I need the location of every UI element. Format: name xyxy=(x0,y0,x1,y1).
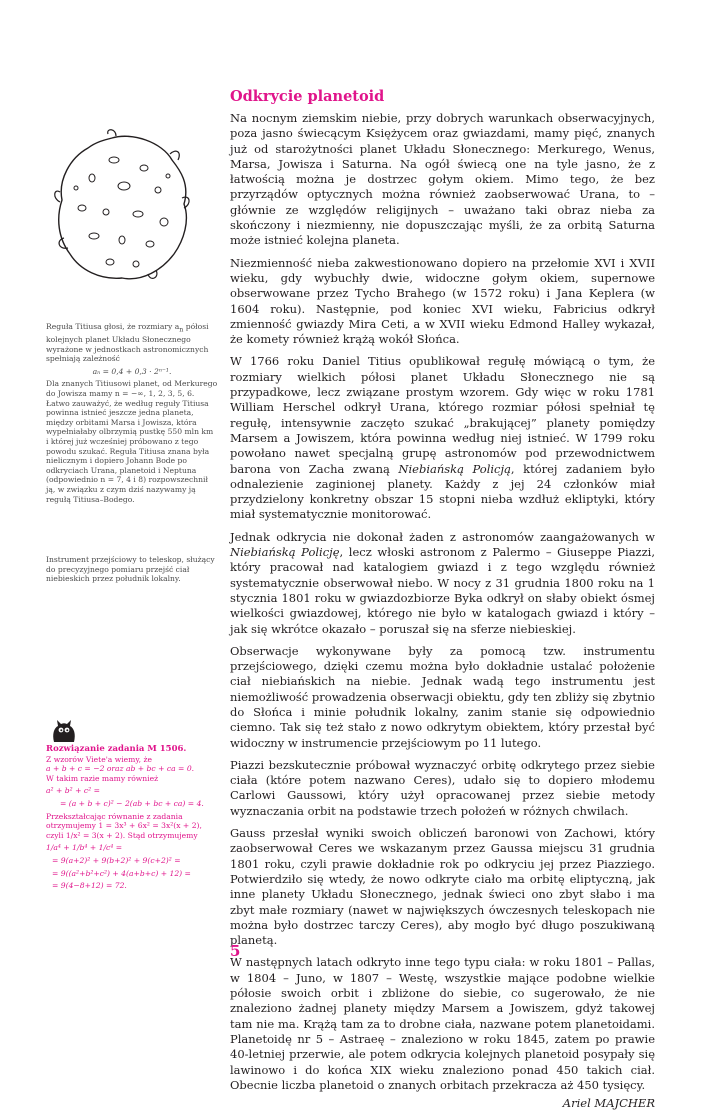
paragraph-3-tail: , której zadaniem było odnalezienie zaginionej planety. Każdy z jej 24 członków miał przydzielony konkretny obszar 15 stopni nieba wzdłuż ekliptyki, który miał systematycznie monitorować. xyxy=(230,461,655,522)
paragraph-8: W następnych latach odkryto inne tego typu ciała: w roku 1801 – Pallas, w 1804 – Juno, w 1807 – Westę, wszystkie mające podobne wielkie półosie swoich orbit i zbliżone do siebie, co sugerowało, że nie znaleziono żadnej planety między Marsem a Jowiszem, gdyż takowej tam nie ma. Krążą tam za to drobne ciała, nazwane potem planetoidami. Planetoidę nr 5 – Astraeę – znaleziono w roku 1845, zatem po prawie 40-letniej przerwie, ale potem odkrycia kolejnych planetoid posypały się lawinowo i do końca XIX wieku znaleziono ponad 450 takich ciał. Obecnie liczba planetoid o znanych orbitach przekracza aż 450 tysięcy. xyxy=(230,955,655,1092)
solution-line-11: = 9(4−8+12) = 72. xyxy=(52,881,127,891)
paragraph-5: Obserwacje wykonywane były za pomocą tzw. instrumentu przejściowego, dzięki czemu można było dokładnie ustalać położenie ciał niebiańskich na niebie. Jednak wadą tego instrumentu jest niemożliwość prowadzenia obserwacji obiektu, gdy ten zbliży się zbytnio do Słońca i minie południk lokalny, zanim stanie się odpowiednio ciemno. Tak się też stało z nowo odkrytym obiektem, który przestał być widoczny w instrumencie przejściowym po 11 lutego. xyxy=(230,643,655,750)
solution-line-7: czyli 1/x² = 3(x + 2). Stąd otrzymujemy xyxy=(46,830,198,840)
paragraph-7: Gauss przesłał wyniki swoich obliczeń baronowi von Zachowi, który zaobserwował Ceres we wskazanym przez Gaussa miejscu 31 grudnia 1801 roku, czyli prawie dokładnie rok po odkryciu jej przez Piazziego. Potwierdziło się wtedy, że nowo odkryte ciało ma orbitę eliptyczną, jak inne planety Układu Słonecznego, jednak świeci ono zbyt słabo i ma zbyt małe rozmiary (nawet w największych ówczesnych teleskopach nie można było dostrzec tarczy Ceres), aby mogło być długo poszukiwaną planetą. xyxy=(230,826,655,948)
sidenote-titius xyxy=(46,322,218,504)
paragraph-3-text: W 1766 roku Daniel Titius opublikował regułę mówiącą o tym, że rozmiary wielkich półosi planet Układu Słonecznego nie są przypadkowe, lecz związane prostym wzorem. Gdy więc w roku 1781 William Herschel odkrył Urana, którego rozmiar półosi spełniał tę regułę, intensywnie zaczęto szukać „brakującej” planety pomiędzy Marsem a Jowiszem, która powinna według niej istnieć. W 1799 roku powołano nawet specjalną grupę astronomów pod przewodnictwem barona von Zacha zwaną xyxy=(230,354,655,476)
paragraph-3-emphasis: Niebiańską Policją xyxy=(398,461,511,476)
sidenote-titius-body: Dla znanych Titiusowi planet, od Merkurego do Jowisza mamy n = −∞, 1, 2, 3, 5, 6. Łatwo zauważyć, że według reguły Titiusa powinna istnieć jeszcze jedna planeta, między orbitami Marsa i Jowisza, która wypełniałaby olbrzymią pustkę 550 mln km i której już wcześniej próbowano z tego powodu szukać. Reguła Titiusa znana była nielicznym i dopiero Johann Bode po odkryciach Urana, planetoid i Neptuna (odpowiednio n = 7, 4 i 8) rozpowszechnił ją, w związku z czym dziś nazywamy ją regułą Titiusa–Bodego. xyxy=(46,379,218,504)
solution-line-3: W takim razie mamy również xyxy=(46,773,159,783)
paragraph-1: Na nocnym ziemskim niebie, przy dobrych warunkach obserwacyjnych, poza jasno świecącym Księżycem oraz gwiazdami, mamy pięć, znanych już od starożytności planet Układu Słonecznego: Merkurego, Wenus, Marsa, Jowisza i Saturna. Na ogół świecą one na tyle jasno, że z łatwością można je dostrzec gołym okiem. Mimo tego, że bez przyrządów optycznych można również zaobserwować Urana, to – głównie ze względów religijnych – uważano taki obraz nieba za skończony i niezmienny, nie dopuszczając myśli, że za orbitą Saturna może istnieć kolejna planeta. xyxy=(230,111,655,248)
sidenote-titius-intro xyxy=(46,322,218,364)
sidenote-instrument xyxy=(46,555,218,584)
paragraph-3 xyxy=(230,354,655,522)
paragraph-4 xyxy=(230,530,655,637)
paragraph-6: Piazzi bezskutecznie próbował wyznaczyć orbitę odkrytego przez siebie ciała (które potem nazwano Ceres), udało się to dopiero młodemu Carlowi Gaussowi, który użył opracowanej przez siebie metody wyznaczania orbit na podstawie trzech położeń w różnych chwilach. xyxy=(230,757,655,818)
sidenote-instrument-text: Instrument przejściowy to teleskop, służący do precyzyjnego pomiaru przejść ciał niebieskich przez południk lokalny. xyxy=(46,555,215,584)
solution-line-6: Przekształcając równanie z zadania otrzymujemy 1 = 3x³ + 6x² = 3x²(x + 2), xyxy=(46,811,202,831)
author-signature: Ariel MAJCHER xyxy=(562,1096,655,1111)
paragraph-2: Niezmienność nieba zakwestionowano dopiero na przełomie XVI i XVII wieku, gdy wybuchły dwie, widoczne gołym okiem, supernowe obserwowane przez Tycho Brahego (w 1572 roku) i Jana Keplera (w 1604 roku). Następnie, pod koniec XVI wieku, Fabricius odkrył zmienność gwiazdy Mira Ceti, a w XVII wieku Edmond Halley wykazał, że komety również krążą wokół Słońca. xyxy=(230,255,655,347)
solution-line-9: = 9(a+2)² + 9(b+2)² + 9(c+2)² = xyxy=(52,855,181,865)
solution-line-1: Z wzorów Viete'a wiemy, że xyxy=(46,754,152,764)
article xyxy=(230,88,655,1111)
solution-box xyxy=(46,745,218,891)
sidenote-titius-subscript: n xyxy=(179,326,184,334)
sidenote-titius-intro-text: Reguła Titiusa głosi, że rozmiary a xyxy=(46,322,180,331)
solution-title: Rozwiązanie zadania M 1506. xyxy=(46,744,187,754)
paragraph-4-text: Jednak odkrycia nie dokonał żaden z astronomów zaangażowanych w xyxy=(230,529,655,544)
titius-formula: aₙ = 0,4 + 0,3 · 2ⁿ⁻¹. xyxy=(92,366,172,376)
article-title: Odkrycie planetoid xyxy=(230,88,385,105)
paragraph-4-tail: , lecz włoski astronom z Palermo – Giuseppe Piazzi, który pracował nad katalogiem gwiazd i z tego względu również systematycznie obserwował niebo. W nocy z 31 grudnia 1800 roku na 1 stycznia 1801 roku w gwiazdozbiorze Byka odkrył on słaby obiekt ósmej wielkości gwiazdowej, którego nie było w katalogach gwiazd i który – jak się wkrótce okazało – poruszał się na sferze niebieskiej. xyxy=(230,545,656,636)
solution-line-8: 1/a⁴ + 1/b⁴ + 1/c⁴ = xyxy=(46,843,123,853)
solution-line-2: a + b + c = −2 oraz ab + bc + ca = 0. xyxy=(46,764,195,774)
solution-line-4: a² + b² + c² = xyxy=(46,786,100,796)
solution-line-10: = 9((a²+b²+c²) + 4(a+b+c) + 12) = xyxy=(52,868,191,878)
cat-icon xyxy=(50,718,78,744)
paragraph-4-emphasis: Niebiańską Policję xyxy=(230,545,340,560)
page-number: 5 xyxy=(230,942,241,960)
solution-line-5: = (a + b + c)² − 2(ab + bc + ca) = 4. xyxy=(60,798,204,808)
sidenote-titius-intro-rest: półosi kolejnych planet Układu Słonecznego wyrażone w jednostkach astronomicznych spełniają zależność xyxy=(46,322,209,364)
asteroid-illustration xyxy=(52,128,194,286)
